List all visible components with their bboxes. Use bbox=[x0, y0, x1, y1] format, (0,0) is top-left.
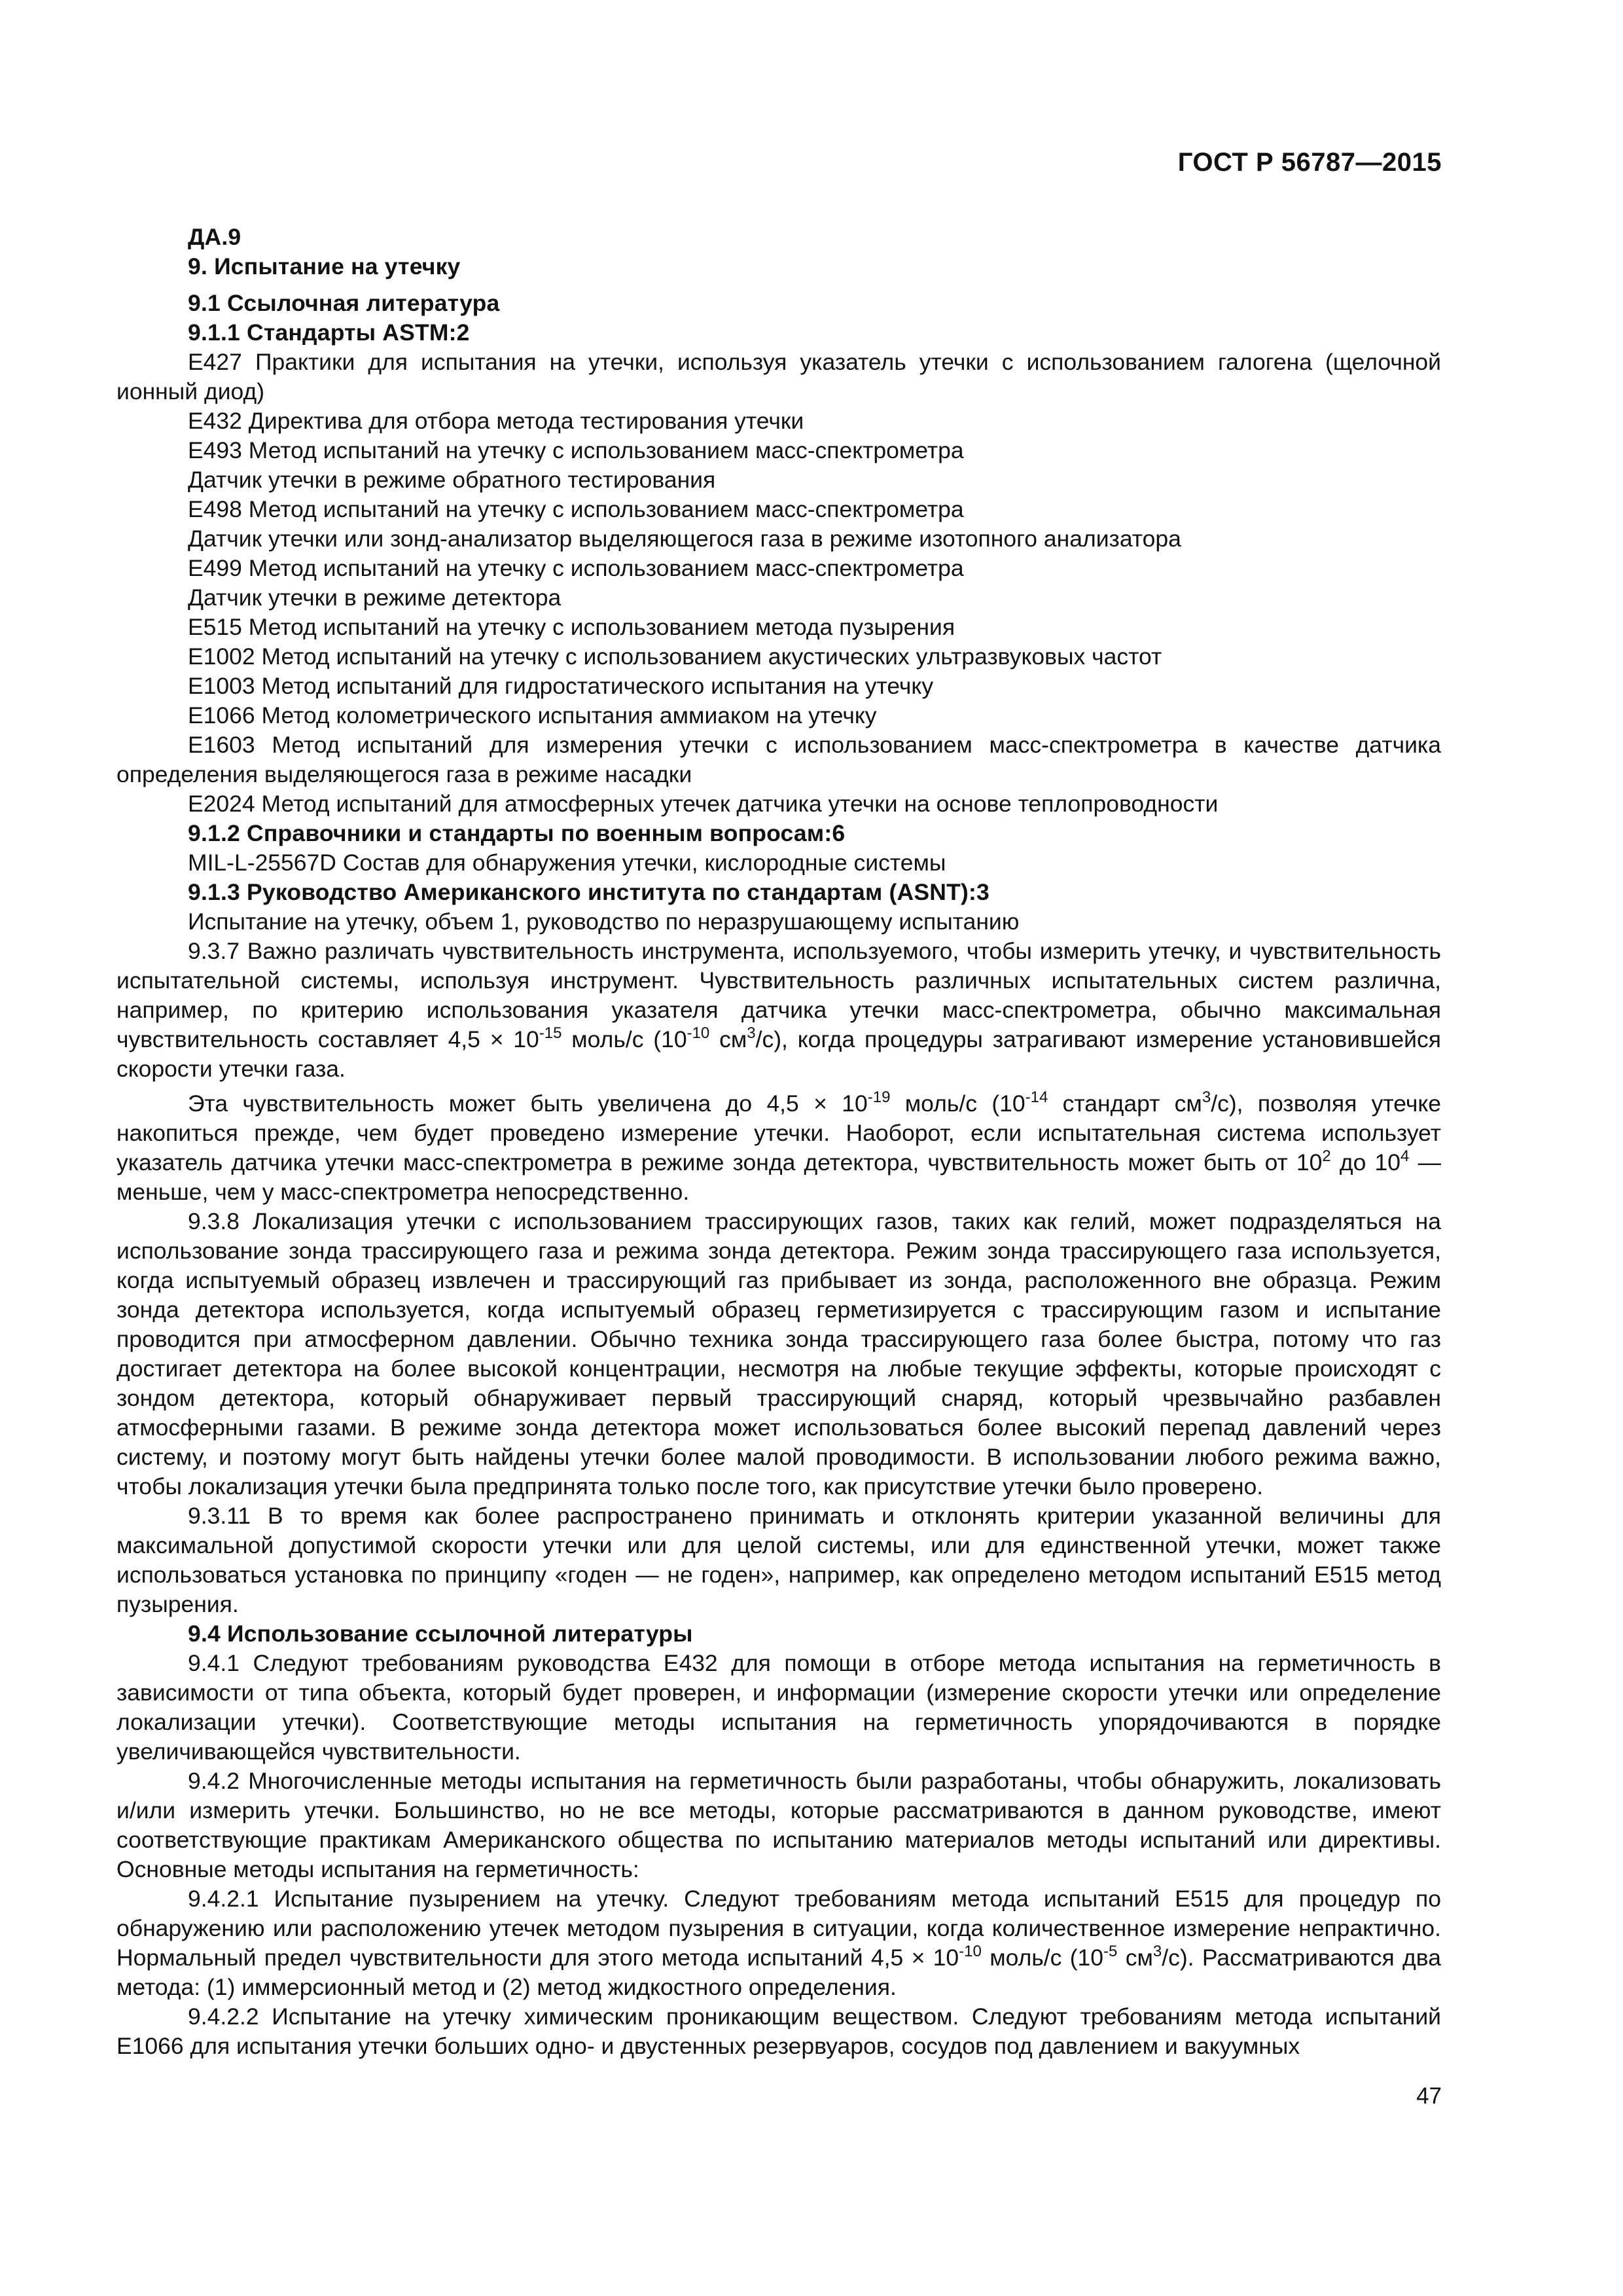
text-run: моль/с (10 bbox=[562, 1026, 687, 1052]
text-run: 9.3.7 Важно различать чувствительность инструмента, используемого, чтобы измерить утечку, и чувствительность испытательной системы, используя инструмент. Чувствительность различных испытательных систем различна, например, по критерию использования указателя датчика утечки масс-спектрометра, обычно максимальная чувствительность составляет 4,5 × 10 bbox=[116, 938, 1441, 1052]
section-title-9-1: 9.1 Ссылочная литература bbox=[188, 290, 500, 316]
exponent: 3 bbox=[1152, 1943, 1162, 1960]
text-run: /с), когда процедуры затрагивают измерение установившейся скорости утечки газа. bbox=[116, 1026, 1441, 1082]
reference-item: E1002 Метод испытаний на утечку с использованием акустических ультразвуковых частот bbox=[188, 643, 1162, 670]
section-title-9-1-1: 9.1.1 Стандарты ASTM:2 bbox=[188, 319, 470, 346]
exponent: -14 bbox=[1025, 1088, 1048, 1106]
exponent: 4 bbox=[1400, 1147, 1410, 1165]
exponent: 2 bbox=[1322, 1147, 1331, 1165]
reference-item: Датчик утечки в режиме обратного тестирования bbox=[188, 467, 716, 493]
paragraph-9-4-1: 9.4.1 Следуют требованиям руководства E432 для помощи в отборе метода испытания на герметичность в зависимости от типа объекта, который будет проверен, и информации (измерение скорости утечки или определение локализации утечки). Соответствующие методы испытания на герметичность упорядочиваются в порядке увеличивающейся чувствительности. bbox=[116, 1650, 1441, 1765]
text-run: Эта чувствительность может быть увеличена до 4,5 × 10 bbox=[188, 1090, 868, 1117]
page-number: 47 bbox=[1416, 2083, 1442, 2109]
reference-item: E432 Директива для отбора метода тестирования утечки bbox=[188, 408, 804, 434]
reference-item: Испытание на утечку, объем 1, руководство по неразрушающему испытанию bbox=[188, 908, 1020, 935]
reference-item: Датчик утечки в режиме детектора bbox=[188, 584, 562, 611]
exponent: 3 bbox=[747, 1024, 756, 1042]
reference-item: Датчик утечки или зонд-анализатор выделяющегося газа в режиме изотопного анализатора bbox=[188, 526, 1181, 552]
exponent: -10 bbox=[959, 1943, 982, 1960]
text-run: 9.4.2.1 Испытание пузырением на утечку. Следуют требованиям метода испытаний E515 для процедур по обнаружению или расположению утечек методом пузырения в ситуации, когда количественное измерение непрактично. Нормальный предел чувствительности для этого метода испытаний 4,5 × 10 bbox=[116, 1886, 1441, 1971]
paragraph-9-3-8: 9.3.8 Локализация утечки с использованием трассирующих газов, таких как гелий, может подразделяться на использование зонда трассирующего газа и режима зонда детектора. Режим зонда трассирующего газа используется, когда испытуемый образец извлечен и трассирующий газ прибывает из зонда, расположенного вне образца. Режим зонда детектора используется, когда испытуемый образец герметизируется с трассирующим газом и испытание проводится при атмосферном давлении. Обычно техника зонда трассирующего газа более быстра, потому что газ достигает детектора на более высокой концентрации, несмотря на любые текущие эффекты, которые происходят с зондом детектора, который обнаруживает первый трассирующий снаряд, который чрезвычайно разбавлен атмосферными газами. В режиме зонда детектора может использоваться более высокий перепад давлений через систему, и поэтому могут быть найдены утечки более малой проводимости. В использовании любого режима важно, чтобы локализация утечки была предпринята только после того, как присутствие утечки было проверено. bbox=[116, 1208, 1441, 1499]
exponent: -5 bbox=[1103, 1943, 1118, 1960]
text-run: до 10 bbox=[1330, 1149, 1400, 1175]
text-run: моль/с (10 bbox=[890, 1090, 1026, 1117]
reference-item: E2024 Метод испытаний для атмосферных утечек датчика утечки на основе теплопроводности bbox=[188, 791, 1219, 817]
reference-item: MIL-L-25567D Состав для обнаружения утечки, кислородные системы bbox=[188, 850, 946, 876]
paragraph-9-4-2-2: 9.4.2.2 Испытание на утечку химическим проникающим веществом. Следуют требованиям метода испытаний E1066 для испытания утечки больших одно- и двустенных резервуаров, сосудов под давлением и вакуумных bbox=[116, 2003, 1441, 2059]
text-run: см bbox=[1117, 1945, 1153, 1971]
text-run: моль/с (10 bbox=[981, 1945, 1104, 1971]
text-run: см bbox=[709, 1026, 747, 1052]
text-run: стандарт см bbox=[1048, 1090, 1202, 1117]
document-number-header: ГОСТ Р 56787—2015 bbox=[1177, 148, 1442, 177]
paragraph-9-4-2: 9.4.2 Многочисленные методы испытания на герметичность были разработаны, чтобы обнаружить, локализовать и/или измерить утечки. Большинство, но не все методы, которые рассматриваются в данном руководстве, имеют соответствующие практикам Американского общества по испытанию материалов методы испытаний или директивы. Основные методы испытания на герметичность: bbox=[116, 1768, 1441, 1882]
paragraph-9-4-2-1 bbox=[116, 1884, 1441, 2002]
document-body bbox=[116, 223, 1441, 2061]
section-title-9: 9. Испытание на утечку bbox=[188, 253, 461, 279]
section-title-9-1-2: 9.1.2 Справочники и стандарты по военным вопросам:6 bbox=[188, 820, 846, 846]
reference-item: E1066 Метод колометрического испытания аммиаком на утечку bbox=[188, 702, 877, 728]
exponent: -10 bbox=[687, 1024, 710, 1042]
reference-item: E515 Метод испытаний на утечку с использованием метода пузырения bbox=[188, 614, 955, 640]
reference-item: E493 Метод испытаний на утечку с использованием масс-спектрометра bbox=[188, 437, 964, 463]
text-run: /с), позволяя утечке накопиться прежде, чем будет проведено измерение утечки. Наоборот, если испытательная система использует указатель датчика утечки масс-спектрометра в режиме зонда детектора, чувствительность может быть от 10 bbox=[116, 1090, 1441, 1175]
section-title-9-4: 9.4 Использование ссылочной литературы bbox=[188, 1621, 693, 1647]
exponent: 3 bbox=[1202, 1088, 1211, 1106]
text-run: /с). Рассматриваются два метода: (1) иммерсионный метод и (2) метод жидкостного определения. bbox=[116, 1945, 1441, 2000]
exponent: -19 bbox=[867, 1088, 891, 1106]
paragraph-9-3-7 bbox=[116, 937, 1441, 1084]
reference-item: E1603 Метод испытаний для измерения утечки с использованием масс-спектрометра в качестве датчика определения выделяющегося газа в режиме насадки bbox=[116, 732, 1441, 787]
reference-item: E1003 Метод испытаний для гидростатического испытания на утечку bbox=[188, 673, 934, 699]
section-title-9-1-3: 9.1.3 Руководство Американского института по стандартам (ASNT):3 bbox=[188, 879, 990, 905]
reference-item: E427 Практики для испытания на утечки, используя указатель утечки с использованием галогена (щелочной ионный диод) bbox=[116, 349, 1441, 404]
reference-item: E498 Метод испытаний на утечку с использованием масс-спектрометра bbox=[188, 496, 964, 522]
paragraph-sensitivity bbox=[116, 1089, 1441, 1207]
appendix-code: ДА.9 bbox=[188, 224, 241, 250]
text-run: — меньше, чем у масс-спектрометра непосредственно. bbox=[116, 1149, 1441, 1205]
exponent: -15 bbox=[539, 1024, 562, 1042]
paragraph-9-3-11: 9.3.11 В то время как более распространено принимать и отклонять критерии указанной величины для максимальной допустимой скорости утечки или для целой системы, или для единственной утечки, может также использоваться установка по принципу «годен — не годен», например, как определено методом испытаний E515 метод пузырения. bbox=[116, 1503, 1441, 1617]
reference-item: E499 Метод испытаний на утечку с использованием масс-спектрометра bbox=[188, 555, 964, 581]
